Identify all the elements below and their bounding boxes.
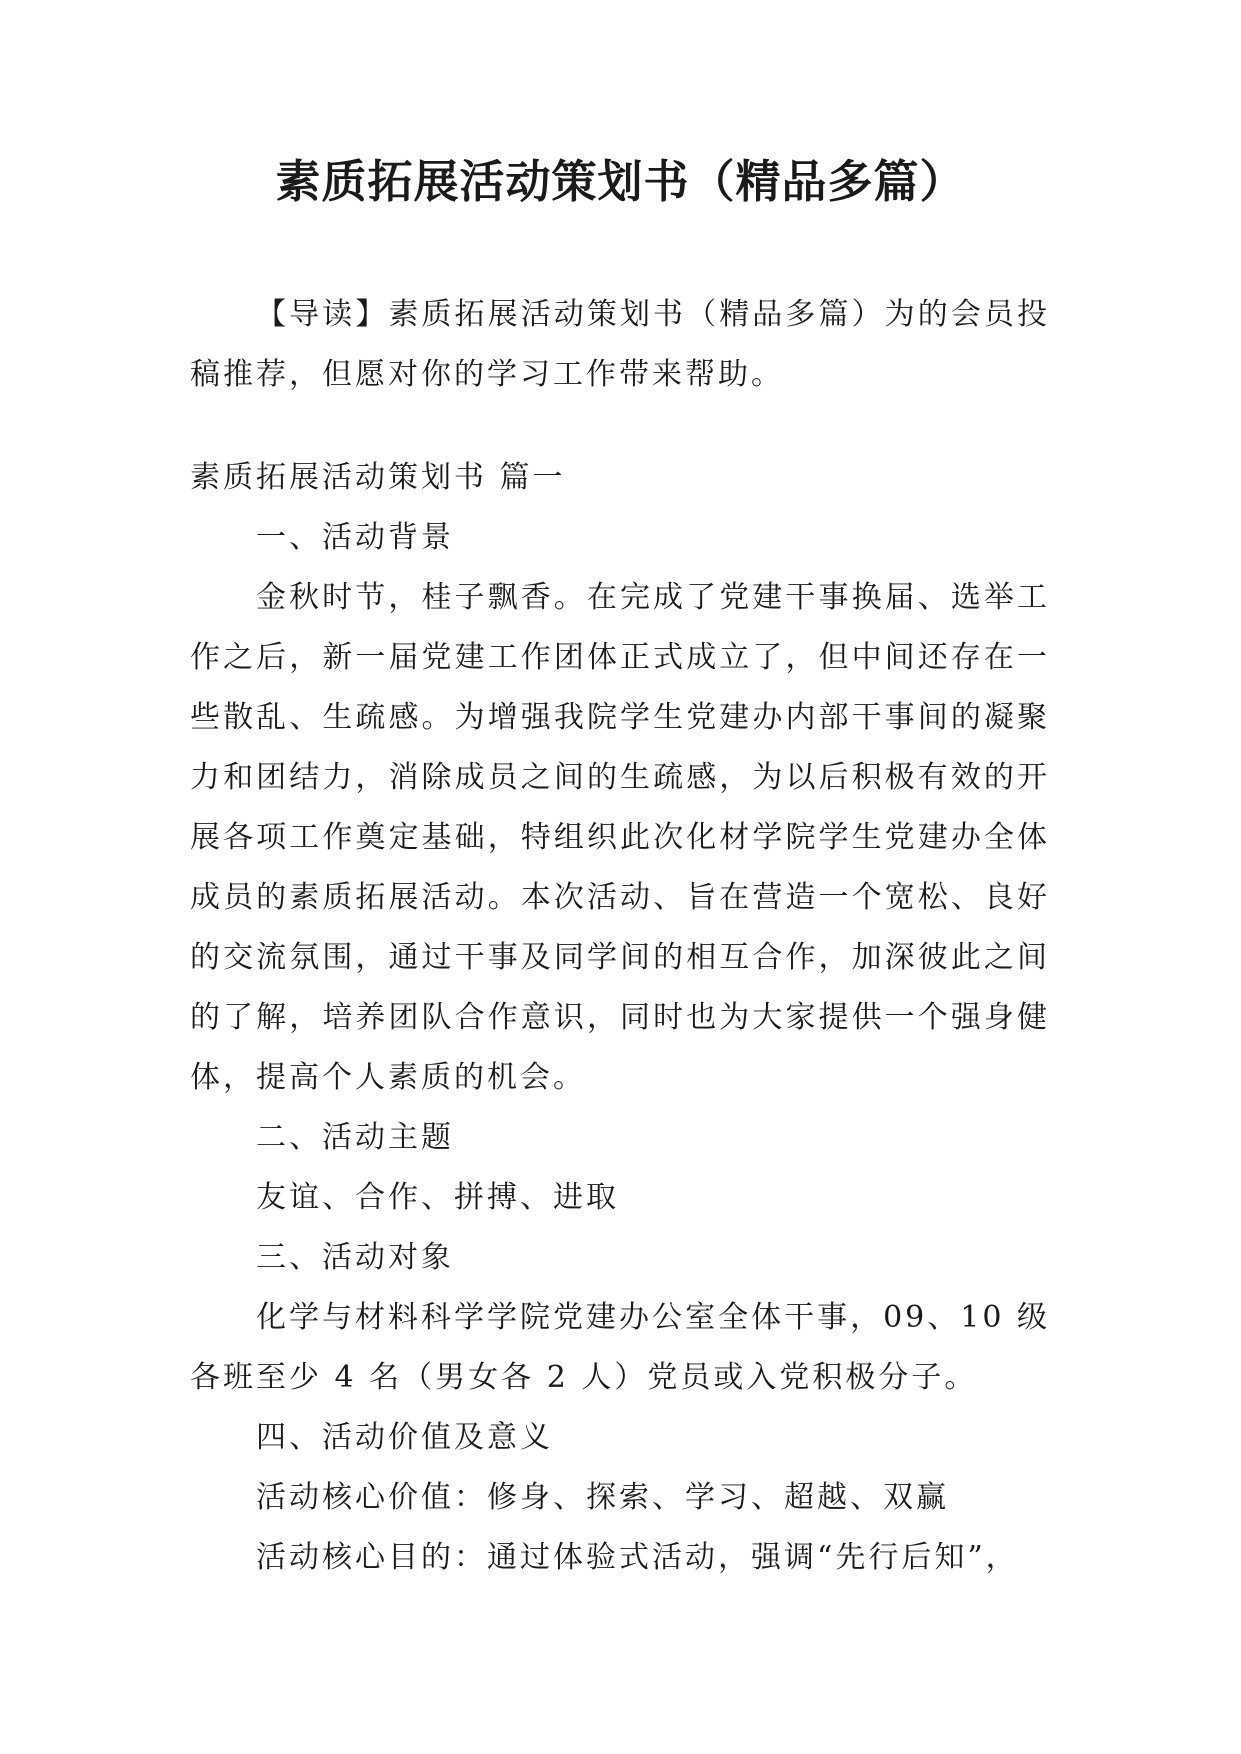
intro-block bbox=[190, 285, 1050, 405]
main-content bbox=[190, 448, 1050, 1588]
section-heading: 素质拓展活动策划书 篇一 bbox=[190, 460, 566, 495]
document-title: 素质拓展活动策划书（精品多篇） bbox=[275, 155, 966, 208]
intro-paragraph: 【导读】素质拓展活动策划书（精品多篇）为的会员投稿推荐，但愿对你的学习工作带来帮助。 bbox=[190, 297, 1050, 392]
paragraph-activity-target: 化学与材料科学学院党建办公室全体干事，09、10 级各班至少 4 名（男女各 2 人）党员或入党积极分子。 bbox=[190, 1300, 1050, 1395]
heading-activity-background: 一、活动背景 bbox=[256, 520, 454, 555]
paragraph-core-value: 活动核心价值：修身、探索、学习、超越、双赢 bbox=[256, 1480, 949, 1515]
paragraph-core-purpose: 活动核心目的：通过体验式活动，强调“先行后知”， bbox=[256, 1540, 1019, 1575]
heading-activity-value: 四、活动价值及意义 bbox=[256, 1420, 553, 1455]
paragraph-activity-background: 金秋时节，桂子飘香。在完成了党建干事换届、选举工作之后，新一届党建工作团体正式成立了，但中间还存在一些散乱、生疏感。为增强我院学生党建办内部干事间的凝聚力和团结力，消除成员之间的生疏感，为以后积极有效的开展各项工作奠定基础，特组织此次化材学院学生党建办全体成员的素质拓展活动。本次活动、旨在营造一个宽松、良好的交流氛围，通过干事及同学间的相互合作，加深彼此之间的了解，培养团队合作意识，同时也为大家提供一个强身健体，提高个人素质的机会。 bbox=[190, 580, 1050, 1095]
paragraph-activity-theme: 友谊、合作、拼搏、进取 bbox=[256, 1180, 619, 1215]
heading-activity-theme: 二、活动主题 bbox=[256, 1120, 454, 1155]
heading-activity-target: 三、活动对象 bbox=[256, 1240, 454, 1275]
